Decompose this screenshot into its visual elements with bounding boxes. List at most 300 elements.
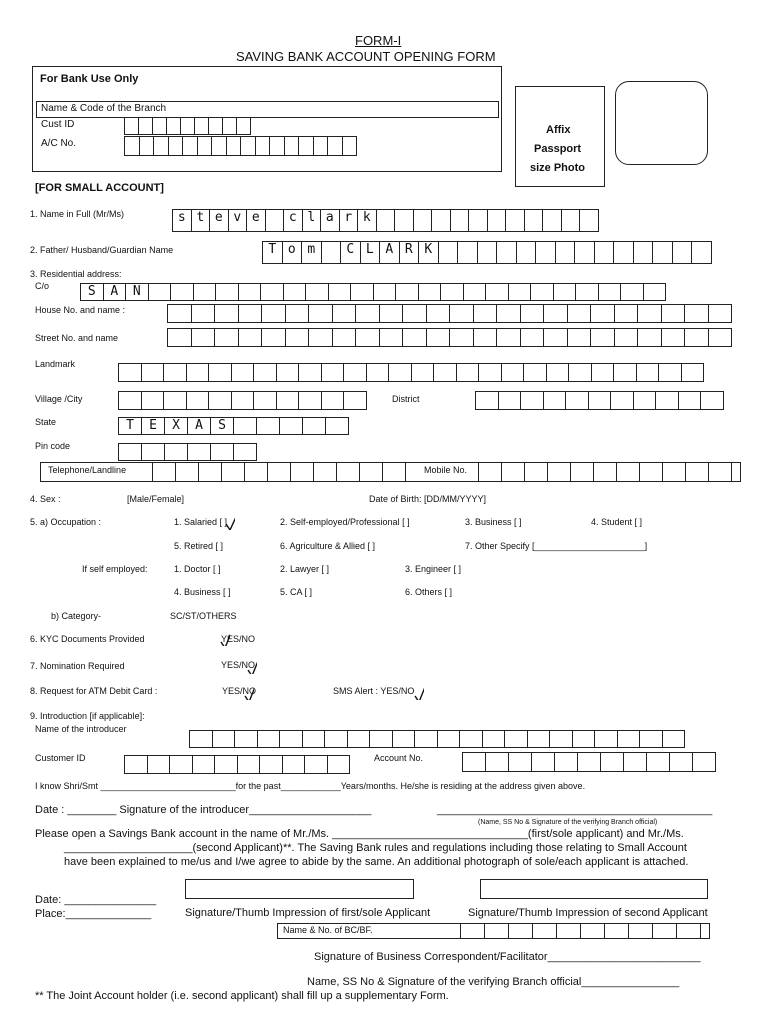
bc-boxes[interactable]: [460, 923, 701, 939]
second-photo-box[interactable]: [615, 81, 708, 165]
house-char-box[interactable]: [661, 304, 686, 323]
co-char-box[interactable]: [508, 283, 532, 301]
ac-no-boxes[interactable]: [124, 136, 357, 156]
ac-no-char-box[interactable]: [197, 136, 213, 156]
father-char-box[interactable]: [672, 241, 693, 264]
landmark-char-box[interactable]: [478, 363, 502, 382]
self-business[interactable]: 4. Business [ ]: [174, 587, 231, 597]
introducer-name-char-box[interactable]: [527, 730, 551, 748]
cust-id-char-box[interactable]: [152, 117, 167, 135]
telephone-char-box[interactable]: [267, 462, 291, 482]
introducer-name-char-box[interactable]: [437, 730, 461, 748]
sms-alert-label[interactable]: SMS Alert : YES/NO: [333, 686, 415, 696]
father-boxes[interactable]: [262, 241, 712, 264]
house-char-box[interactable]: [520, 304, 545, 323]
introducer-account-char-box[interactable]: [646, 752, 670, 772]
name-char-box[interactable]: [542, 209, 562, 232]
ac-no-char-box[interactable]: [327, 136, 343, 156]
district-boxes[interactable]: [475, 391, 724, 410]
street-char-box[interactable]: [332, 328, 357, 347]
landmark-char-box[interactable]: [501, 363, 525, 382]
name-char-box[interactable]: [487, 209, 507, 232]
introducer-name-boxes[interactable]: [189, 730, 685, 748]
co-char-box[interactable]: [575, 283, 599, 301]
district-char-box[interactable]: [565, 391, 589, 410]
house-char-box[interactable]: [426, 304, 451, 323]
name-char-box[interactable]: c: [283, 209, 303, 232]
street-char-box[interactable]: [355, 328, 380, 347]
house-char-box[interactable]: [167, 304, 192, 323]
introducer-customer-id-char-box[interactable]: [147, 755, 171, 774]
father-char-box[interactable]: R: [399, 241, 420, 264]
telephone-char-box[interactable]: [382, 462, 406, 482]
father-char-box[interactable]: C: [340, 241, 361, 264]
introducer-account-char-box[interactable]: [531, 752, 555, 772]
mobile-char-box[interactable]: [593, 462, 617, 482]
pin-char-box[interactable]: [187, 443, 211, 461]
house-char-box[interactable]: [473, 304, 498, 323]
father-char-box[interactable]: [633, 241, 654, 264]
house-char-box[interactable]: [261, 304, 286, 323]
occ-salaried[interactable]: 1. Salaried [ ]: [174, 517, 228, 527]
ac-no-char-box[interactable]: [211, 136, 227, 156]
father-char-box[interactable]: [438, 241, 459, 264]
state-char-box[interactable]: [233, 417, 257, 435]
mobile-char-box[interactable]: [547, 462, 571, 482]
co-char-box[interactable]: [148, 283, 172, 301]
street-char-box[interactable]: [473, 328, 498, 347]
introducer-customer-id-char-box[interactable]: [124, 755, 148, 774]
atm-value[interactable]: YES/NO: [222, 686, 257, 696]
telephone-char-box[interactable]: [221, 462, 245, 482]
introducer-customer-id-char-box[interactable]: [169, 755, 193, 774]
introducer-name-char-box[interactable]: [392, 730, 416, 748]
introducer-name-char-box[interactable]: [504, 730, 528, 748]
landmark-char-box[interactable]: [636, 363, 660, 382]
landmark-boxes[interactable]: [118, 363, 704, 382]
introducer-account-char-box[interactable]: [692, 752, 716, 772]
landmark-char-box[interactable]: [253, 363, 277, 382]
co-char-box[interactable]: [215, 283, 239, 301]
date-field[interactable]: Date: _______________: [35, 894, 157, 906]
telephone-char-box[interactable]: [244, 462, 268, 482]
street-char-box[interactable]: [285, 328, 310, 347]
co-char-box[interactable]: S: [80, 283, 104, 301]
house-char-box[interactable]: [637, 304, 662, 323]
introducer-name-char-box[interactable]: [189, 730, 213, 748]
street-char-box[interactable]: [238, 328, 263, 347]
introducer-name-char-box[interactable]: [234, 730, 258, 748]
father-char-box[interactable]: [652, 241, 673, 264]
landmark-char-box[interactable]: [163, 363, 187, 382]
father-char-box[interactable]: [594, 241, 615, 264]
landmark-char-box[interactable]: [613, 363, 637, 382]
state-char-box[interactable]: [279, 417, 303, 435]
introducer-customer-id-char-box[interactable]: [327, 755, 351, 774]
occ-retired[interactable]: 5. Retired [ ]: [174, 541, 224, 551]
bc-char-box[interactable]: [508, 923, 533, 939]
house-char-box[interactable]: [191, 304, 216, 323]
district-char-box[interactable]: [498, 391, 522, 410]
street-char-box[interactable]: [214, 328, 239, 347]
telephone-char-box[interactable]: [313, 462, 337, 482]
father-char-box[interactable]: m: [301, 241, 322, 264]
house-char-box[interactable]: [684, 304, 709, 323]
introducer-account-char-box[interactable]: [669, 752, 693, 772]
district-char-box[interactable]: [520, 391, 544, 410]
father-char-box[interactable]: L: [360, 241, 381, 264]
cust-id-char-box[interactable]: [194, 117, 209, 135]
street-char-box[interactable]: [590, 328, 615, 347]
street-char-box[interactable]: [520, 328, 545, 347]
ac-no-char-box[interactable]: [139, 136, 155, 156]
ac-no-char-box[interactable]: [168, 136, 184, 156]
father-char-box[interactable]: T: [262, 241, 283, 264]
introducer-account-char-box[interactable]: [485, 752, 509, 772]
name-char-box[interactable]: [413, 209, 433, 232]
landmark-char-box[interactable]: [343, 363, 367, 382]
bc-char-box[interactable]: [580, 923, 605, 939]
introducer-name-char-box[interactable]: [549, 730, 573, 748]
introducer-customer-id-char-box[interactable]: [259, 755, 283, 774]
landmark-char-box[interactable]: [231, 363, 255, 382]
house-char-box[interactable]: [567, 304, 592, 323]
state-char-box[interactable]: A: [187, 417, 211, 435]
street-char-box[interactable]: [261, 328, 286, 347]
cust-id-char-box[interactable]: [166, 117, 181, 135]
introducer-customer-id-char-box[interactable]: [214, 755, 238, 774]
village-char-box[interactable]: [231, 391, 255, 410]
name-char-box[interactable]: [431, 209, 451, 232]
father-char-box[interactable]: [516, 241, 537, 264]
village-char-box[interactable]: [298, 391, 322, 410]
self-engineer[interactable]: 3. Engineer [ ]: [405, 564, 462, 574]
introducer-account-char-box[interactable]: [577, 752, 601, 772]
co-char-box[interactable]: [193, 283, 217, 301]
house-char-box[interactable]: [614, 304, 639, 323]
self-doctor[interactable]: 1. Doctor [ ]: [174, 564, 221, 574]
village-char-box[interactable]: [141, 391, 165, 410]
state-char-box[interactable]: S: [210, 417, 234, 435]
co-char-box[interactable]: [260, 283, 284, 301]
ac-no-char-box[interactable]: [342, 136, 358, 156]
name-char-box[interactable]: [450, 209, 470, 232]
introducer-name-char-box[interactable]: [482, 730, 506, 748]
village-char-box[interactable]: [343, 391, 367, 410]
co-char-box[interactable]: A: [103, 283, 127, 301]
father-char-box[interactable]: [477, 241, 498, 264]
ac-no-char-box[interactable]: [124, 136, 140, 156]
co-char-box[interactable]: [170, 283, 194, 301]
introducer-name-char-box[interactable]: [324, 730, 348, 748]
house-char-box[interactable]: [332, 304, 357, 323]
introducer-name-char-box[interactable]: [302, 730, 326, 748]
bc-char-box[interactable]: [532, 923, 557, 939]
district-char-box[interactable]: [610, 391, 634, 410]
pin-char-box[interactable]: [233, 443, 257, 461]
co-boxes[interactable]: [80, 283, 666, 301]
introducer-account-char-box[interactable]: [623, 752, 647, 772]
bc-char-box[interactable]: [604, 923, 629, 939]
father-char-box[interactable]: [555, 241, 576, 264]
cust-id-char-box[interactable]: [222, 117, 237, 135]
village-char-box[interactable]: [276, 391, 300, 410]
name-char-box[interactable]: k: [357, 209, 377, 232]
street-char-box[interactable]: [496, 328, 521, 347]
telephone-char-box[interactable]: [359, 462, 383, 482]
ac-no-char-box[interactable]: [255, 136, 271, 156]
occ-other[interactable]: 7. Other Specify [______________________]: [465, 541, 648, 551]
state-char-box[interactable]: [302, 417, 326, 435]
street-char-box[interactable]: [402, 328, 427, 347]
street-char-box[interactable]: [567, 328, 592, 347]
state-char-box[interactable]: [256, 417, 280, 435]
mobile-char-box[interactable]: [524, 462, 548, 482]
landmark-char-box[interactable]: [546, 363, 570, 382]
landmark-char-box[interactable]: [321, 363, 345, 382]
house-char-box[interactable]: [708, 304, 733, 323]
father-char-box[interactable]: A: [379, 241, 400, 264]
place-field[interactable]: Place:______________: [35, 908, 152, 920]
street-char-box[interactable]: [614, 328, 639, 347]
ac-no-char-box[interactable]: [182, 136, 198, 156]
house-char-box[interactable]: [285, 304, 310, 323]
mobile-char-box[interactable]: [662, 462, 686, 482]
dob-label[interactable]: Date of Birth: [DD/MM/YYYY]: [369, 494, 487, 504]
occ-self-employed[interactable]: 2. Self-employed/Professional [ ]: [280, 517, 410, 527]
bc-char-box[interactable]: [628, 923, 653, 939]
co-char-box[interactable]: [373, 283, 397, 301]
district-char-box[interactable]: [475, 391, 499, 410]
self-lawyer[interactable]: 2. Lawyer [ ]: [280, 564, 330, 574]
ac-no-char-box[interactable]: [284, 136, 300, 156]
co-char-box[interactable]: [283, 283, 307, 301]
pin-char-box[interactable]: [141, 443, 165, 461]
introducer-account-boxes[interactable]: [462, 752, 716, 772]
introducer-customer-id-boxes[interactable]: [124, 755, 350, 774]
introducer-account-char-box[interactable]: [462, 752, 486, 772]
district-char-box[interactable]: [655, 391, 679, 410]
landmark-char-box[interactable]: [433, 363, 457, 382]
landmark-char-box[interactable]: [298, 363, 322, 382]
state-char-box[interactable]: [325, 417, 349, 435]
telephone-char-box[interactable]: [198, 462, 222, 482]
father-char-box[interactable]: [321, 241, 342, 264]
introducer-name-char-box[interactable]: [662, 730, 686, 748]
co-char-box[interactable]: [620, 283, 644, 301]
ac-no-char-box[interactable]: [269, 136, 285, 156]
introducer-name-char-box[interactable]: [257, 730, 281, 748]
father-char-box[interactable]: [613, 241, 634, 264]
introducer-account-char-box[interactable]: [600, 752, 624, 772]
co-char-box[interactable]: [305, 283, 329, 301]
first-applicant-signature-box[interactable]: [185, 879, 414, 899]
name-char-box[interactable]: s: [172, 209, 192, 232]
co-char-box[interactable]: [418, 283, 442, 301]
landmark-char-box[interactable]: [456, 363, 480, 382]
name-char-box[interactable]: l: [302, 209, 322, 232]
father-char-box[interactable]: [574, 241, 595, 264]
landmark-char-box[interactable]: [591, 363, 615, 382]
introducer-name-char-box[interactable]: [212, 730, 236, 748]
landmark-char-box[interactable]: [141, 363, 165, 382]
co-char-box[interactable]: [530, 283, 554, 301]
village-char-box[interactable]: [321, 391, 345, 410]
ac-no-char-box[interactable]: [153, 136, 169, 156]
second-applicant-signature-box[interactable]: [480, 879, 708, 899]
co-char-box[interactable]: [643, 283, 667, 301]
name-char-box[interactable]: a: [320, 209, 340, 232]
co-char-box[interactable]: N: [125, 283, 149, 301]
introducer-name-char-box[interactable]: [617, 730, 641, 748]
name-char-box[interactable]: [524, 209, 544, 232]
cust-id-char-box[interactable]: [236, 117, 251, 135]
introducer-account-char-box[interactable]: [554, 752, 578, 772]
mobile-char-box[interactable]: [570, 462, 594, 482]
name-char-box[interactable]: [394, 209, 414, 232]
co-char-box[interactable]: [485, 283, 509, 301]
street-char-box[interactable]: [661, 328, 686, 347]
street-char-box[interactable]: [426, 328, 451, 347]
street-char-box[interactable]: [637, 328, 662, 347]
ac-no-char-box[interactable]: [298, 136, 314, 156]
father-char-box[interactable]: [496, 241, 517, 264]
father-char-box[interactable]: [457, 241, 478, 264]
name-char-box[interactable]: [468, 209, 488, 232]
mobile-char-box[interactable]: [708, 462, 732, 482]
bc-signature[interactable]: Signature of Business Correspondent/Facilitator_________________________: [314, 951, 701, 963]
landmark-char-box[interactable]: [118, 363, 142, 382]
intro-date-signature[interactable]: Date : ________ Signature of the introducer____________________: [35, 804, 372, 816]
introducer-name-char-box[interactable]: [639, 730, 663, 748]
name-char-box[interactable]: [505, 209, 525, 232]
co-char-box[interactable]: [553, 283, 577, 301]
co-char-box[interactable]: [350, 283, 374, 301]
introducer-name-char-box[interactable]: [594, 730, 618, 748]
pin-char-box[interactable]: [164, 443, 188, 461]
name-char-box[interactable]: e: [209, 209, 229, 232]
district-char-box[interactable]: [588, 391, 612, 410]
self-ca[interactable]: 5. CA [ ]: [280, 587, 313, 597]
district-char-box[interactable]: [633, 391, 657, 410]
introducer-name-char-box[interactable]: [572, 730, 596, 748]
mobile-char-box[interactable]: [478, 462, 502, 482]
cust-id-char-box[interactable]: [138, 117, 153, 135]
name-char-box[interactable]: [265, 209, 285, 232]
village-boxes[interactable]: [118, 391, 367, 410]
state-char-box[interactable]: T: [118, 417, 142, 435]
mobile-char-box[interactable]: [616, 462, 640, 482]
bc-char-box[interactable]: [484, 923, 509, 939]
house-char-box[interactable]: [590, 304, 615, 323]
house-boxes[interactable]: [167, 304, 732, 323]
street-char-box[interactable]: [708, 328, 733, 347]
bc-char-box[interactable]: [652, 923, 677, 939]
cust-id-char-box[interactable]: [180, 117, 195, 135]
pin-char-box[interactable]: [210, 443, 234, 461]
village-char-box[interactable]: [186, 391, 210, 410]
co-char-box[interactable]: [463, 283, 487, 301]
house-char-box[interactable]: [238, 304, 263, 323]
father-char-box[interactable]: [535, 241, 556, 264]
landmark-char-box[interactable]: [366, 363, 390, 382]
village-char-box[interactable]: [253, 391, 277, 410]
district-char-box[interactable]: [543, 391, 567, 410]
street-char-box[interactable]: [684, 328, 709, 347]
village-char-box[interactable]: [208, 391, 232, 410]
mobile-boxes[interactable]: [478, 462, 732, 482]
name-char-box[interactable]: [579, 209, 599, 232]
introducer-name-char-box[interactable]: [279, 730, 303, 748]
house-char-box[interactable]: [402, 304, 427, 323]
street-char-box[interactable]: [449, 328, 474, 347]
house-char-box[interactable]: [355, 304, 380, 323]
street-boxes[interactable]: [167, 328, 732, 347]
name-char-box[interactable]: t: [191, 209, 211, 232]
co-char-box[interactable]: [395, 283, 419, 301]
house-char-box[interactable]: [496, 304, 521, 323]
introducer-name-char-box[interactable]: [414, 730, 438, 748]
house-char-box[interactable]: [449, 304, 474, 323]
kyc-value[interactable]: YES/NO: [221, 634, 256, 644]
street-char-box[interactable]: [308, 328, 333, 347]
father-char-box[interactable]: o: [282, 241, 303, 264]
introducer-name-char-box[interactable]: [347, 730, 371, 748]
category-value[interactable]: SC/ST/OTHERS: [170, 611, 237, 621]
name-boxes[interactable]: [172, 209, 599, 232]
father-char-box[interactable]: [691, 241, 712, 264]
landmark-char-box[interactable]: [523, 363, 547, 382]
cust-id-boxes[interactable]: [124, 117, 251, 135]
house-char-box[interactable]: [308, 304, 333, 323]
nomination-value[interactable]: YES/NO: [221, 660, 256, 670]
occ-agriculture[interactable]: 6. Agriculture & Allied [ ]: [280, 541, 376, 551]
landmark-char-box[interactable]: [186, 363, 210, 382]
name-char-box[interactable]: r: [339, 209, 359, 232]
bc-char-box[interactable]: [460, 923, 485, 939]
sex-options[interactable]: [Male/Female]: [127, 494, 185, 504]
ac-no-char-box[interactable]: [313, 136, 329, 156]
cust-id-char-box[interactable]: [124, 117, 139, 135]
occ-business[interactable]: 3. Business [ ]: [465, 517, 522, 527]
street-char-box[interactable]: [167, 328, 192, 347]
self-others[interactable]: 6. Others [ ]: [405, 587, 453, 597]
co-char-box[interactable]: [328, 283, 352, 301]
co-char-box[interactable]: [440, 283, 464, 301]
telephone-char-box[interactable]: [336, 462, 360, 482]
co-char-box[interactable]: [598, 283, 622, 301]
landmark-char-box[interactable]: [388, 363, 412, 382]
introducer-name-char-box[interactable]: [369, 730, 393, 748]
introducer-name-char-box[interactable]: [459, 730, 483, 748]
house-char-box[interactable]: [543, 304, 568, 323]
telephone-char-box[interactable]: [152, 462, 176, 482]
landmark-char-box[interactable]: [276, 363, 300, 382]
landmark-char-box[interactable]: [568, 363, 592, 382]
co-char-box[interactable]: [238, 283, 262, 301]
state-char-box[interactable]: E: [141, 417, 165, 435]
house-char-box[interactable]: [214, 304, 239, 323]
name-char-box[interactable]: e: [246, 209, 266, 232]
introducer-customer-id-char-box[interactable]: [237, 755, 261, 774]
pin-boxes[interactable]: [118, 443, 257, 461]
landmark-char-box[interactable]: [208, 363, 232, 382]
telephone-char-box[interactable]: [290, 462, 314, 482]
landmark-char-box[interactable]: [681, 363, 705, 382]
official-signature[interactable]: Name, SS No & Signature of the verifying Branch official________________: [307, 976, 680, 988]
district-char-box[interactable]: [700, 391, 724, 410]
introducer-customer-id-char-box[interactable]: [192, 755, 216, 774]
